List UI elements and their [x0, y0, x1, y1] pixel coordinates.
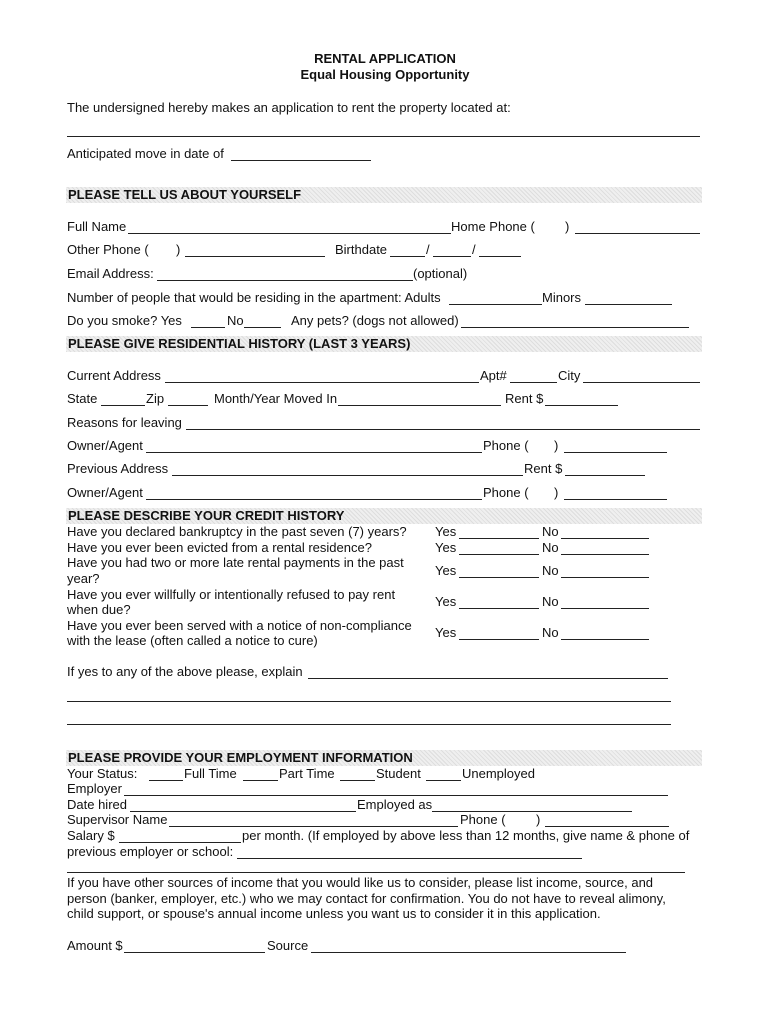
other-income-text-1: If you have other sources of income that you would like us to consider, please list income, source, and: [67, 875, 654, 890]
late-yes-field[interactable]: [459, 577, 539, 578]
evicted-yes-label: Yes: [435, 540, 457, 555]
employment-section-header: PLEASE PROVIDE YOUR EMPLOYMENT INFORMATION: [66, 750, 702, 766]
email-optional-note: (optional): [413, 266, 468, 281]
smoke-no-label: No: [227, 313, 244, 328]
unemployed-label: Unemployed: [462, 766, 535, 781]
supervisor-phone-close: ): [536, 812, 541, 827]
birth-year-field[interactable]: [479, 256, 521, 257]
previous-owner-label: Owner/Agent: [67, 485, 143, 500]
minors-field[interactable]: [585, 304, 672, 305]
bankruptcy-yes-field[interactable]: [459, 538, 539, 539]
birth-day-field[interactable]: [433, 256, 471, 257]
birth-slash-2: /: [472, 242, 476, 257]
moved-in-label: Month/Year Moved In: [214, 391, 338, 406]
move-in-label: Anticipated move in date of: [67, 146, 224, 161]
salary-field[interactable]: [119, 842, 241, 843]
credit-question-late-2: year?: [67, 571, 100, 586]
home-phone-field[interactable]: [575, 233, 700, 234]
refused-no-label: No: [542, 594, 559, 609]
part-time-label: Part Time: [279, 766, 335, 781]
late-yes-label: Yes: [435, 563, 457, 578]
owner-agent-label: Owner/Agent: [67, 438, 143, 453]
amount-field[interactable]: [124, 952, 265, 953]
bankruptcy-no-label: No: [542, 524, 559, 539]
explain-field-1[interactable]: [308, 678, 668, 679]
city-label: City: [558, 368, 581, 383]
people-count-label: Number of people that would be residing in the apartment: Adults: [67, 290, 441, 305]
evicted-no-field[interactable]: [561, 554, 649, 555]
state-field[interactable]: [101, 405, 145, 406]
full-time-field[interactable]: [149, 780, 183, 781]
refused-yes-label: Yes: [435, 594, 457, 609]
other-phone-label: Other Phone (: [67, 242, 149, 257]
credit-section-header: PLEASE DESCRIBE YOUR CREDIT HISTORY: [66, 508, 702, 524]
late-no-field[interactable]: [561, 577, 649, 578]
employment-separator: [67, 872, 685, 873]
other-income-text-3: child support, or spouse's annual income unless you want us to consider it in this application.: [67, 906, 601, 921]
bankruptcy-no-field[interactable]: [561, 538, 649, 539]
owner-phone-label: Phone (: [483, 438, 529, 453]
supervisor-label: Supervisor Name: [67, 812, 168, 827]
previous-owner-phone-close: ): [554, 485, 559, 500]
apt-field[interactable]: [510, 382, 557, 383]
previous-employer-label: previous employer or school:: [67, 844, 234, 859]
student-label: Student: [376, 766, 421, 781]
birthdate-label: Birthdate: [335, 242, 388, 257]
zip-label: Zip: [146, 391, 165, 406]
previous-address-field[interactable]: [172, 475, 523, 476]
student-field[interactable]: [340, 780, 375, 781]
supervisor-phone-label: Phone (: [460, 812, 506, 827]
source-field[interactable]: [311, 952, 626, 953]
credit-question-evicted: Have you ever been evicted from a rental residence?: [67, 540, 372, 555]
apt-label: Apt#: [480, 368, 507, 383]
owner-agent-field[interactable]: [146, 452, 482, 453]
refused-no-field[interactable]: [561, 608, 649, 609]
date-hired-label: Date hired: [67, 797, 127, 812]
salary-label: Salary $: [67, 828, 115, 843]
smoke-yes-field[interactable]: [191, 327, 225, 328]
current-address-label: Current Address: [67, 368, 161, 383]
source-label: Source: [267, 938, 309, 953]
reasons-label: Reasons for leaving: [67, 415, 182, 430]
evicted-no-label: No: [542, 540, 559, 555]
owner-phone-field[interactable]: [564, 452, 667, 453]
rent-label: Rent $: [505, 391, 544, 406]
previous-address-label: Previous Address: [67, 461, 169, 476]
previous-rent-field[interactable]: [565, 475, 645, 476]
zip-field[interactable]: [168, 405, 208, 406]
supervisor-field[interactable]: [169, 826, 458, 827]
email-label: Email Address:: [67, 266, 154, 281]
credit-question-refused-1: Have you ever willfully or intentionally refused to pay rent: [67, 587, 396, 602]
previous-employer-field[interactable]: [237, 858, 582, 859]
part-time-field[interactable]: [243, 780, 278, 781]
about-section-header: PLEASE TELL US ABOUT YOURSELF: [66, 187, 702, 203]
move-in-date-field[interactable]: [231, 160, 371, 161]
credit-question-refused-2: when due?: [67, 602, 131, 617]
state-label: State: [67, 391, 98, 406]
explain-field-3[interactable]: [67, 724, 671, 725]
full-name-field[interactable]: [128, 233, 451, 234]
page-subtitle: Equal Housing Opportunity: [300, 67, 470, 82]
moved-in-field[interactable]: [338, 405, 501, 406]
credit-question-notice-2: with the lease (often called a notice to cure): [67, 633, 318, 648]
credit-question-late-1: Have you had two or more late rental payments in the past: [67, 555, 404, 570]
previous-owner-phone-field[interactable]: [564, 499, 667, 500]
pets-label: Any pets? (dogs not allowed): [291, 313, 459, 328]
credit-question-bankruptcy: Have you declared bankruptcy in the past seven (7) years?: [67, 524, 407, 539]
full-time-label: Full Time: [184, 766, 237, 781]
intro-text: The undersigned hereby makes an application to rent the property located at:: [67, 100, 511, 115]
smoke-label: Do you smoke? Yes: [67, 313, 182, 328]
previous-rent-label: Rent $: [524, 461, 563, 476]
notice-no-field[interactable]: [561, 639, 649, 640]
reasons-field[interactable]: [186, 429, 700, 430]
supervisor-phone-field[interactable]: [545, 826, 669, 827]
previous-owner-phone-label: Phone (: [483, 485, 529, 500]
pets-field[interactable]: [461, 327, 689, 328]
per-month-text: per month. (If employed by above less than 12 months, give name & phone of: [242, 828, 690, 843]
rent-field[interactable]: [545, 405, 618, 406]
city-field[interactable]: [583, 382, 700, 383]
notice-yes-label: Yes: [435, 625, 457, 640]
amount-label: Amount $: [67, 938, 123, 953]
residential-section-header: PLEASE GIVE RESIDENTIAL HISTORY (LAST 3 YEARS): [66, 336, 702, 352]
employer-field[interactable]: [124, 795, 668, 796]
other-phone-close: ): [176, 242, 181, 257]
other-phone-field[interactable]: [185, 256, 325, 257]
smoke-no-field[interactable]: [244, 327, 281, 328]
property-address-field[interactable]: [67, 136, 700, 137]
home-phone-close: ): [565, 219, 570, 234]
unemployed-field[interactable]: [426, 780, 461, 781]
credit-question-notice-1: Have you ever been served with a notice of non-compliance: [67, 618, 412, 633]
adults-field[interactable]: [449, 304, 542, 305]
evicted-yes-field[interactable]: [459, 554, 539, 555]
notice-yes-field[interactable]: [459, 639, 539, 640]
late-no-label: No: [542, 563, 559, 578]
birth-month-field[interactable]: [390, 256, 425, 257]
bankruptcy-yes-label: Yes: [435, 524, 457, 539]
explain-label: If yes to any of the above please, explain: [67, 664, 303, 679]
full-name-label: Full Name: [67, 219, 127, 234]
explain-field-2[interactable]: [67, 701, 671, 702]
birth-slash-1: /: [426, 242, 430, 257]
minors-label: Minors: [542, 290, 582, 305]
owner-phone-close: ): [554, 438, 559, 453]
status-label: Your Status:: [67, 766, 138, 781]
employed-as-label: Employed as: [357, 797, 433, 812]
notice-no-label: No: [542, 625, 559, 640]
page-title: RENTAL APPLICATION: [314, 51, 456, 66]
home-phone-label: Home Phone (: [451, 219, 535, 234]
employer-label: Employer: [67, 781, 122, 796]
email-field[interactable]: [157, 280, 413, 281]
refused-yes-field[interactable]: [459, 608, 539, 609]
current-address-field[interactable]: [165, 382, 479, 383]
previous-owner-field[interactable]: [146, 499, 482, 500]
other-income-text-2: person (banker, employer, etc.) who we may contact for confirmation. You do not have to reveal alimony,: [67, 891, 666, 906]
